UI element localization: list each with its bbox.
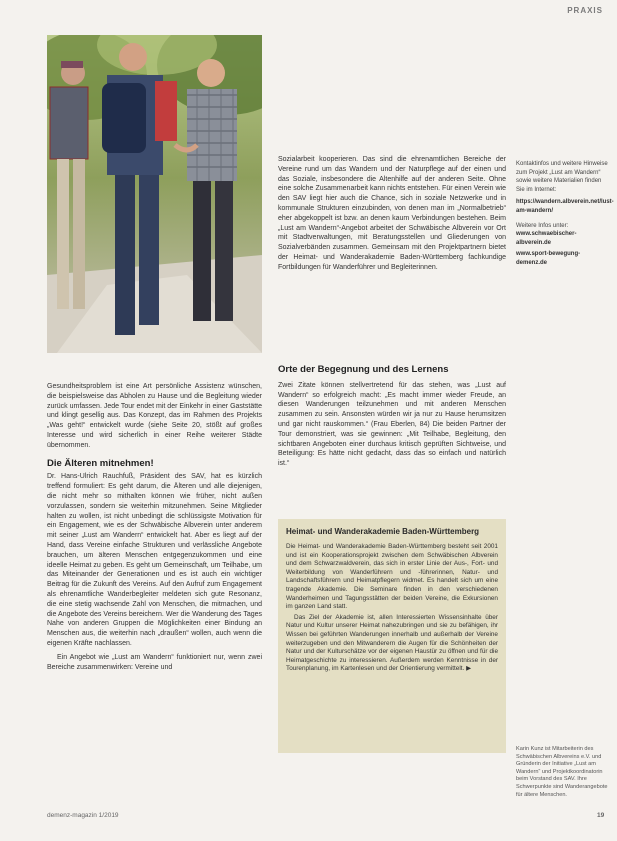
section-heading-begegnung: Orte der Begegnung und des Lernens [278,364,449,375]
info-box-title: Heimat- und Wanderakademie Baden-Württemberg [286,527,480,536]
intro-paragraph: Gesundheitsproblem ist eine Art persönliche Assistenz wünschen, die beispielsweise das Abholen zu Hause und die Begleitung wieder zurück umfassen. Jede Tour endet mit der Einkehr in einer Gaststätte und klingt gesellig aus. Das Konzept, das im Rahmen des Projekts „Was geht!“ entwickelt wurde (siehe Seite 20, stößt auf großes Interesse und wird sicherlich in einer Reihe weiterer Städte übernommen. [47,383,262,449]
section-heading-aeltere: Die Älteren mitnehmen! [47,457,154,469]
sidebar-info [516,160,614,268]
page-number: 19 [597,812,605,819]
sidebar-more-label: Weitere Infos unter: [516,222,569,229]
photo-illustration [47,35,262,353]
body-paragraph: Dr. Hans-Ulrich Rauchfuß, Präsident des SAV, hat es kürzlich treffend formuliert: Es geht darum, die Älteren und alle diejenigen, die nicht mehr so mithalten können wie früher, nicht außen vorzulassen, sondern sie weiterhin mitzunehmen. Seine Mitglieder halten zu wollen, ist nicht unbedingt die schlüssigste Motivation für ein Engagement, wie es der Schwäbische Albverein unter anderem mit seiner „Lust am Wandern“ entwickelt hat. Aber es liegt auf der Hand, dass Vereine einfache Strukturen und verlässliche Angebote brauchen, um älteren Menschen entgegenzukommen und eine ideelle Heimat zu geben. Es geht um Gemeinschaft, um Teilhabe, um das Miteinander der Generationen und es ist auch ein wichtiger Beitrag für die Zukunft des Vereins. Auf den Aufruf zum Engagement als ehrenamtliche Wanderbegleiter meldeten sich gute Resonanz, die eine stetig wachsende Zahl von Menschen, die mitmachen, und die Angebote des Vereins bereichern. Wer die Wanderung des Tages Nahe von anderen Gruppen die Möglichkeiten einer Bindung an Menschen aus, die weiterhin nach „draußen“ wollen, auch wenn die eigenen Kräfte nachlassen. [47,473,262,647]
sidebar-link-albverein[interactable]: www.schwaebischer-albverein.de [516,231,577,246]
author-caption: Karin Kunz ist Mitarbeiterin des Schwäbischen Albvereins e.V. und Gründerin der Initiative „Lust am Wandern“ und Projektkoordinatorin beim Vorstand des SAV. Ihre Schwerpunkte sind Wanderangebote für ältere Menschen. [516,746,608,798]
left-column [47,382,262,676]
sidebar-link-lust-am-wandern[interactable]: https://wandern.albverein.net/lust-am-wandern/ [516,199,614,214]
info-box-body [286,543,498,674]
body-paragraph: Ein Angebot wie „Lust am Wandern“ funktioniert nur, wenn zwei Bereiche zusammenwirken: Vereine und [47,653,262,671]
right-column-top [278,155,506,277]
body-paragraph: Zwei Zitate können stellvertretend für das stehen, was „Lust auf Wandern“ so erfolgreich macht: „Es macht immer wieder Freude, an diesen Wanderungen teilzunehmen und mit anderen Menschen zusammen zu sein. Ansonsten würden wir ja nur zu Hause herumsitzen und gar nicht rauskommen.“ (Frau Eberlen, 84) Die beiden Partner der Tour demonstriert, was sie gewinnen: „Mit Teilhabe, Begleitung, den sichtbaren Angeboten einer durchaus kritisch geprüften Sichtweise, und Beteiligung: Es hätte nicht gedacht, dass das so einfach und natürlich ist.“ [278,381,506,468]
footer-journal: demenz-magazin 1/2019 [47,812,119,819]
info-box-paragraph: Das Ziel der Akademie ist, allen Interessierten Wissensinhalte über Natur und Kultur unserer Heimat nahezubringen und sie zu befähigen, ihr Wissen bei geführten Wanderungen innerhalb und außerhalb der Vereine weiterzugeben und den Mitwanderern die Augen für die Schönheiten der Natur und der Kulturschätze vor der eigenen Haustür zu öffnen und für die Heimatgeschichte zu interessieren. Außerdem werden Kenntnisse in der Tourenplanung, im Kartenlesen und der Orientierung vermittelt. ▶ [286,613,498,673]
info-box-akademie [278,519,506,753]
sidebar-intro: Kontaktinfos und weitere Hinweise zum Projekt „Lust am Wandern“ sowie weitere Materialien finden Sie im Internet: [516,161,608,193]
body-paragraph: Sozialarbeit kooperieren. Das sind die ehrenamtlichen Bereiche der Vereine rund um das Wandern und der Naturpflege auf der einen und das Soziale, insbesondere die Altenhilfe auf der anderen Seite. Ohne eine solche Zusammenarbeit kann nichts entstehen. Für einen Verein wie den SAV liegt hier auch die Chance, sich in soziale Netzwerke und in kommunale Strukturen einzubinden, von denen man im „Normalbetrieb“ eher abgekoppelt ist bzw. an denen kaum Verbindungen bestehen. Beim „Lust am Wandern“-Angebot arbeitet der Schwäbische Albverein vor Ort mit Stadtverwaltungen, mit Beratungsstellen und Gliederungen von Sozialverbänden zusammen. Gemeinsam mit den Projektpartnern bietet der Heimat- und Wanderakademie Baden-Württemberg fachkundige Fortbildungen für Wanderführer und Begleiterinnen. [278,156,506,271]
info-box-paragraph: Die Heimat- und Wanderakademie Baden-Württemberg besteht seit 2001 und ist ein Kooperationsprojekt zwischen dem Schwäbischen Albverein und dem Schwarzwaldverein, das sich in erster Linie der Aus-, Fort- und Weiterbildung von Wanderführern und -führerinnen, Natur- und Landschaftsführern und Heimatpflegern widmet. Es handelt sich um eine tragende Akademie. Die Seminare finden in den verschiedenen Wanderheimen und Tagungsstätten der beiden Vereine, die Exkursionen im ganzen Land statt. [286,543,498,611]
walking-seniors-photo [47,35,262,353]
section-tag: PRAXIS [567,6,603,15]
sidebar-link-sport-demenz[interactable]: www.sport-bewegung-demenz.de [516,251,581,266]
right-column-bottom [278,365,506,473]
